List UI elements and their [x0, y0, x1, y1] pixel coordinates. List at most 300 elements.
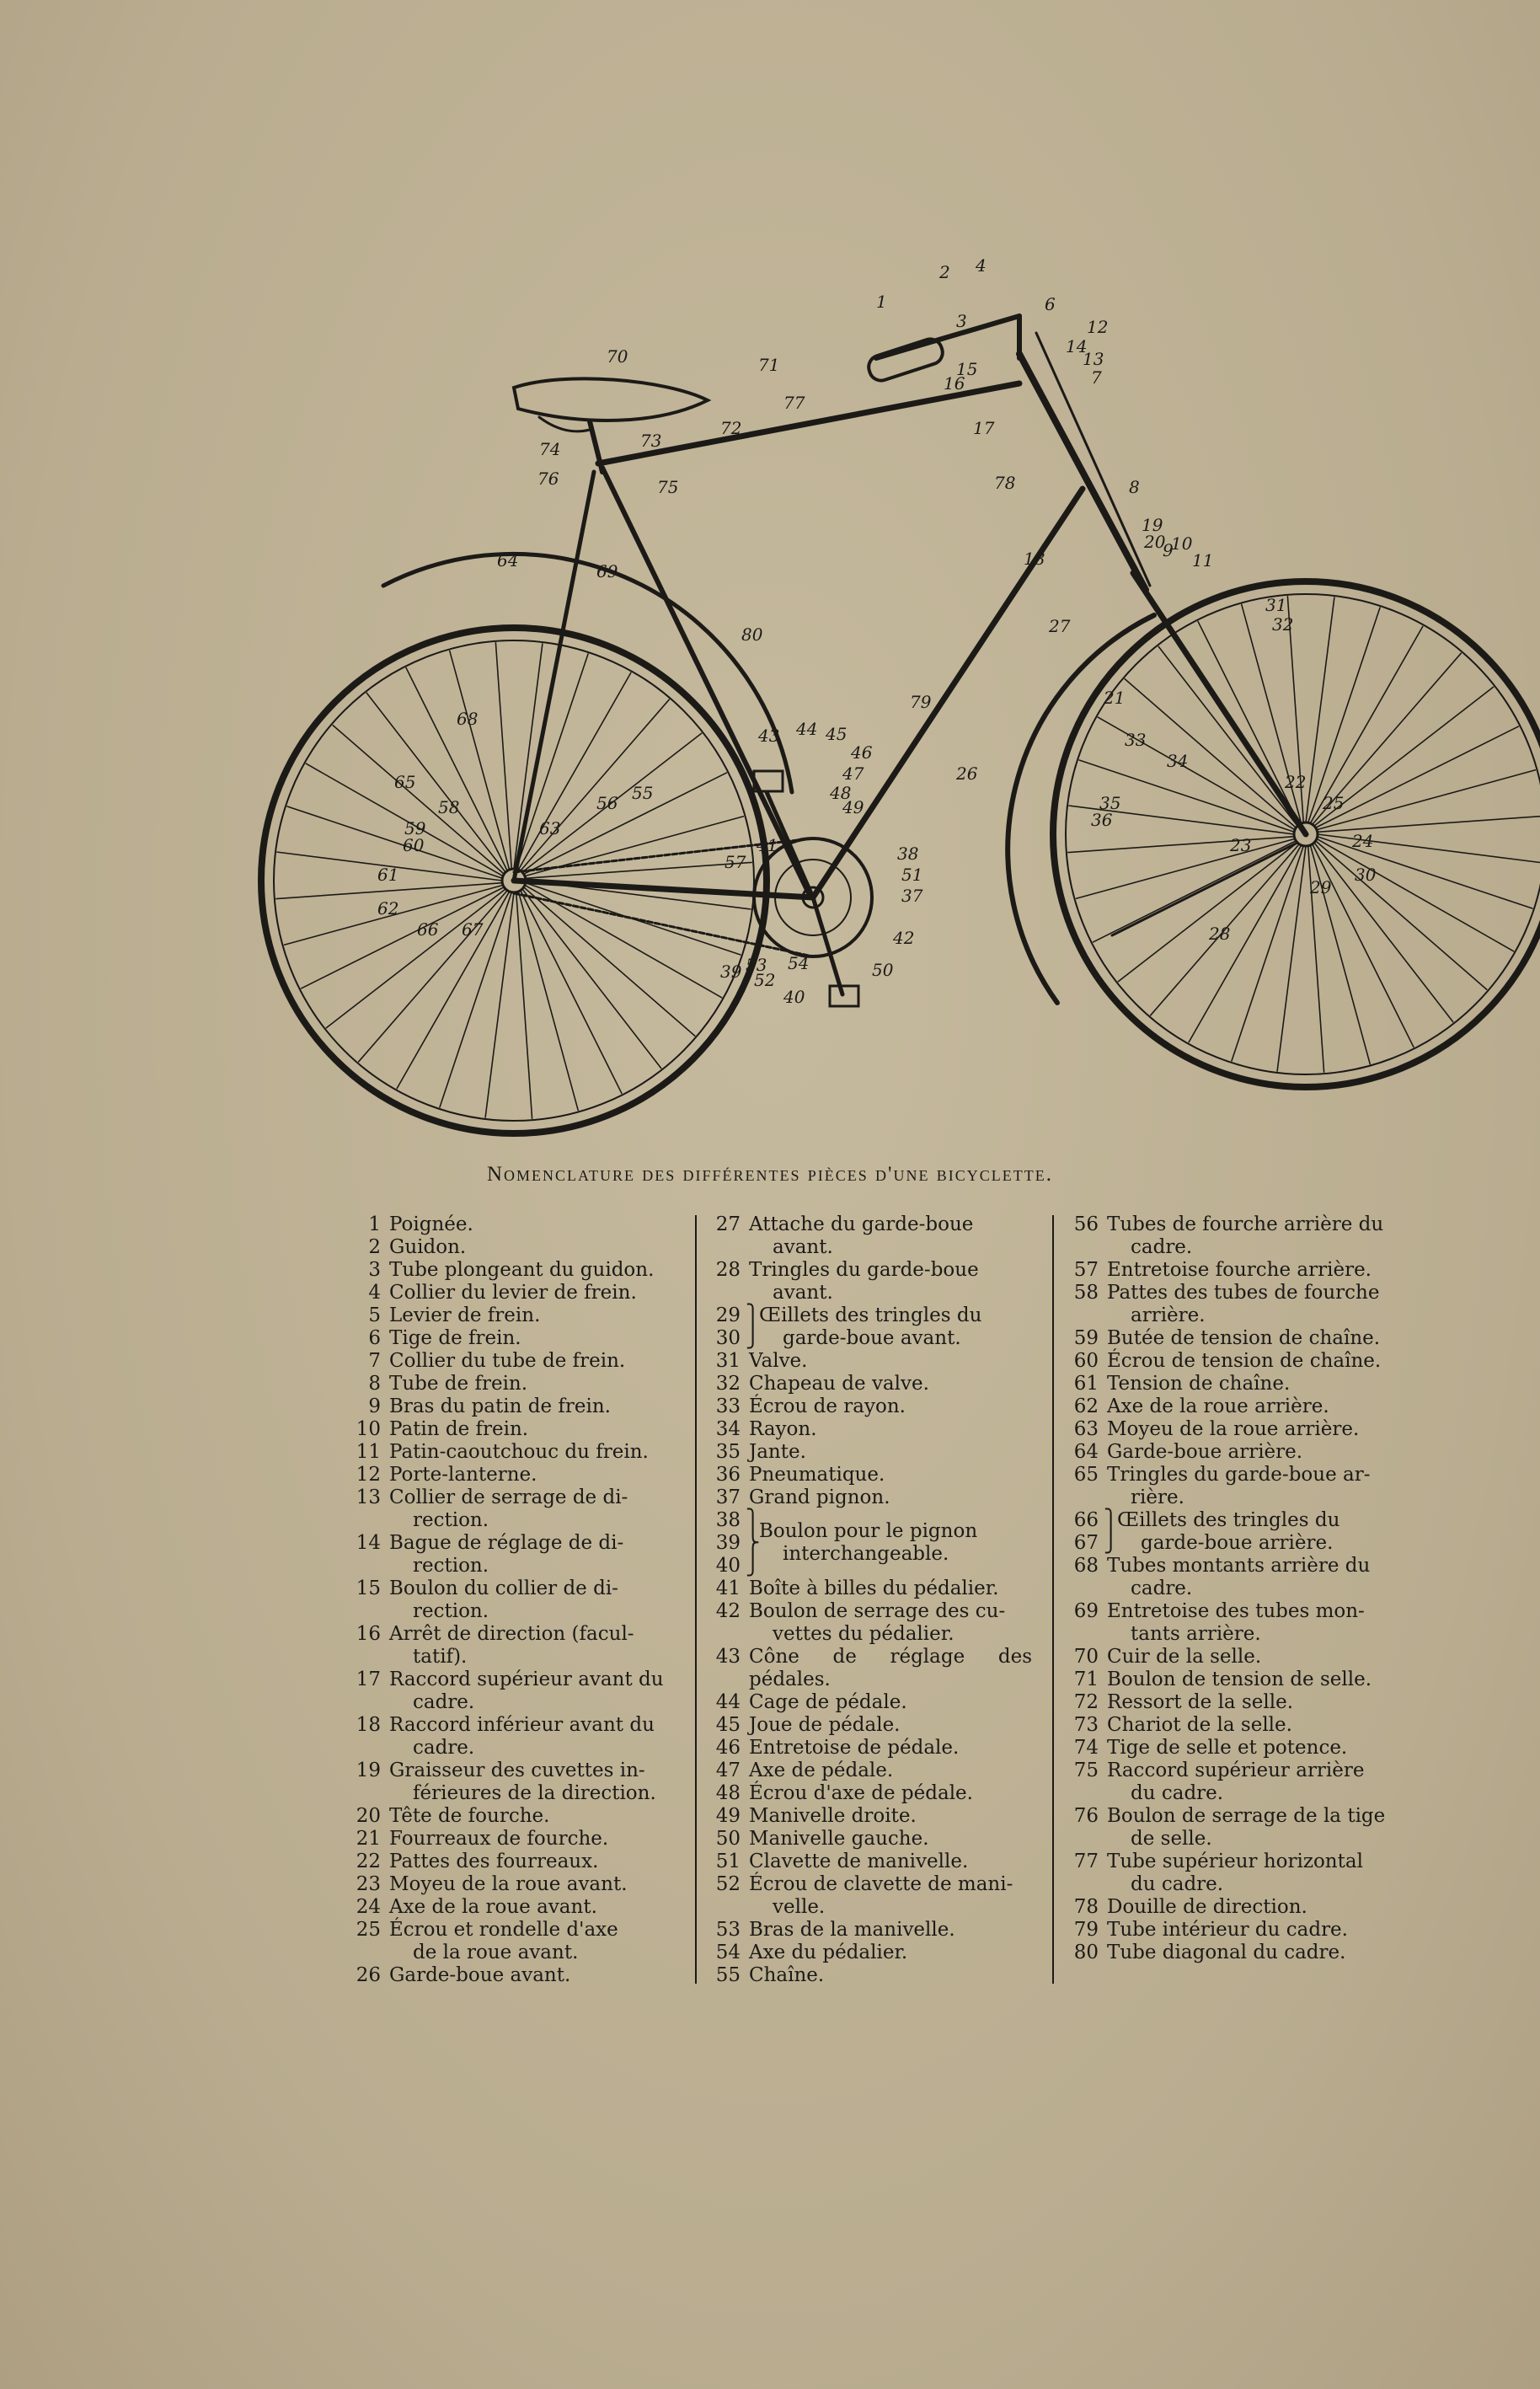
legend-item: [1070, 1919, 1403, 1942]
legend-item: [1070, 1213, 1403, 1259]
legend-item: [1070, 1418, 1403, 1441]
spoke: [326, 889, 505, 1028]
legend-item: [712, 1828, 1032, 1851]
legend-line-cont: garde-boue arrière.: [1141, 1532, 1334, 1554]
legend-text: [389, 1577, 684, 1623]
part-number-label: 40: [783, 987, 805, 1007]
legend-text: [1107, 1896, 1403, 1919]
legend-numbers: [712, 1304, 746, 1350]
legend-column-3: [1070, 1213, 1403, 1964]
legend-number: 3: [368, 1259, 381, 1281]
part-number-label: 43: [758, 726, 780, 746]
legend-line: Chariot de la selle.: [1107, 1714, 1292, 1736]
part-number-label: 35: [1099, 793, 1121, 813]
part-number-label: 10: [1171, 533, 1193, 554]
part-number-label: 28: [1209, 924, 1231, 944]
legend-item: [1070, 1737, 1403, 1760]
legend-item: [1070, 1714, 1403, 1737]
legend-line: Moyeu de la roue avant.: [389, 1873, 628, 1895]
legend-line-cont: interchangeable.: [783, 1543, 949, 1565]
legend-number: 23: [356, 1873, 381, 1895]
legend-number: 11: [356, 1441, 381, 1463]
legend-text: [1107, 1213, 1403, 1259]
legend-line: Écrou de rayon.: [749, 1395, 906, 1417]
legend-text: [389, 1828, 684, 1851]
legend-line-cont: cadre.: [413, 1691, 475, 1713]
spoke: [1317, 770, 1536, 830]
legend-text: [749, 1919, 1032, 1942]
legend-line: Clavette de manivelle.: [749, 1851, 969, 1872]
legend-line: Boulon de serrage de la tige: [1107, 1805, 1386, 1827]
legend-item: [1070, 1691, 1403, 1714]
part-number-label: 1: [876, 292, 887, 312]
legend-text: [389, 1395, 684, 1418]
top-tube: [598, 383, 1019, 463]
column-divider: [1052, 1215, 1054, 1984]
spoke: [1158, 646, 1297, 826]
bicycle-drawing: [261, 316, 1540, 1133]
legend-line: Boîte à billes du pédalier.: [749, 1577, 999, 1599]
legend-item: [712, 1373, 1032, 1395]
legend-line: Patin de frein.: [389, 1418, 529, 1440]
legend-number: 55: [715, 1964, 741, 1986]
legend-line-cont: rière.: [1131, 1486, 1184, 1508]
part-number-label: 42: [893, 928, 915, 948]
legend-number: 42: [715, 1600, 741, 1622]
legend-line: Tige de frein.: [389, 1327, 521, 1349]
legend-item: [354, 1304, 684, 1327]
legend-line-cont: avant.: [773, 1282, 833, 1304]
legend-line-cont: tants arrière.: [1131, 1623, 1261, 1645]
legend-number: 28: [715, 1259, 741, 1281]
part-number-label: 50: [872, 960, 894, 980]
legend-line: Pneumatique.: [749, 1464, 885, 1486]
legend-group: [712, 1304, 1032, 1350]
legend-item: [712, 1259, 1032, 1304]
legend-line: Collier du tube de frein.: [389, 1350, 626, 1372]
legend-item: [712, 1691, 1032, 1714]
spoke: [276, 883, 502, 899]
part-number-label: 70: [607, 346, 628, 367]
legend-item: [1070, 1600, 1403, 1646]
part-number-label: 49: [842, 797, 864, 817]
legend-number: 19: [356, 1760, 381, 1781]
legend-item: [354, 1259, 684, 1282]
legend-text: [1107, 1669, 1403, 1691]
legend-item: [354, 1532, 684, 1577]
legend-text: [749, 1964, 1032, 1987]
part-number-label: 39: [720, 961, 742, 982]
legend-line: Attache du garde-boue: [749, 1213, 974, 1235]
legend-text: [389, 1486, 684, 1532]
legend-text: [1107, 1919, 1403, 1942]
part-number-label: 7: [1091, 367, 1102, 388]
legend-number: 53: [715, 1919, 741, 1941]
part-number-label: 22: [1285, 772, 1307, 792]
part-number-label: 74: [539, 439, 561, 459]
legend-text: [749, 1714, 1032, 1737]
legend-item: [354, 1486, 684, 1532]
legend-text: [1107, 1646, 1403, 1669]
legend-line-cont: du cadre.: [1131, 1782, 1224, 1804]
legend-number: 40: [715, 1555, 741, 1577]
legend-line: Tringles du garde-boue ar-: [1107, 1464, 1371, 1486]
legend-number: 69: [1073, 1600, 1099, 1622]
part-number-label: 46: [851, 742, 873, 763]
spoke: [1314, 843, 1453, 1022]
legend-text: [389, 1441, 684, 1464]
part-number-label: 78: [994, 473, 1016, 493]
legend-number: 52: [715, 1873, 741, 1895]
legend-text: [1107, 1714, 1403, 1737]
part-number-label: 16: [944, 373, 965, 394]
fork-brace: [1112, 843, 1297, 935]
legend-item: [712, 1464, 1032, 1486]
legend-item: [1070, 1395, 1403, 1418]
legend-number: 6: [368, 1327, 381, 1349]
spoke: [1068, 837, 1294, 853]
legend-item: [712, 1851, 1032, 1873]
legend-line-cont: garde-boue avant.: [783, 1327, 961, 1349]
legend-text: [749, 1942, 1032, 1964]
legend-text: [389, 1304, 684, 1327]
part-number-label: 47: [842, 763, 864, 784]
legend-line: Cône de réglage des pédales.: [749, 1646, 1032, 1690]
part-number-label: 62: [377, 898, 399, 919]
legend-item: [354, 1577, 684, 1623]
spoke: [526, 862, 751, 878]
legend-text: [1107, 1737, 1403, 1760]
legend-column-1: [354, 1213, 684, 1987]
legend-number: 38: [715, 1509, 741, 1531]
legend-number: 33: [715, 1395, 741, 1417]
legend-item: [712, 1760, 1032, 1782]
legend-number: 30: [715, 1327, 741, 1349]
legend-number: 18: [356, 1714, 381, 1736]
legend-number: 80: [1073, 1942, 1099, 1963]
legend-line: Rayon.: [749, 1418, 817, 1440]
legend-line: Raccord inférieur avant du: [389, 1714, 655, 1736]
legend-line: Jante.: [749, 1441, 806, 1463]
legend-text: [749, 1259, 1032, 1304]
part-number-label: 56: [596, 793, 618, 813]
legend-text: [389, 1896, 684, 1919]
legend-item: [712, 1441, 1032, 1464]
legend-number: 10: [356, 1418, 381, 1440]
legend-line: Pattes des tubes de fourche: [1107, 1282, 1380, 1304]
legend-line-cont: avant.: [773, 1236, 833, 1258]
part-number-label: 23: [1230, 835, 1252, 855]
legend-item: [1070, 1464, 1403, 1509]
legend-item: [712, 1964, 1032, 1987]
legend-line: Moyeu de la roue arrière.: [1107, 1418, 1360, 1440]
part-number-label: 9: [1163, 540, 1174, 560]
legend-line: Patin-caoutchouc du frein.: [389, 1441, 649, 1463]
legend-text: [389, 1964, 684, 1987]
legend-text: [1107, 1691, 1403, 1714]
legend-item: [712, 1600, 1032, 1646]
bicycle-diagram: [371, 253, 1377, 1138]
legend-number: 25: [356, 1919, 381, 1941]
part-number-label: 75: [657, 477, 679, 497]
part-number-label: 13: [1083, 349, 1104, 369]
legend-line: Manivelle gauche.: [749, 1828, 929, 1850]
legend-number: 26: [356, 1964, 381, 1986]
legend-text: [1107, 1942, 1403, 1964]
spoke: [495, 643, 511, 869]
legend-text: [749, 1828, 1032, 1851]
legend-line: Entretoise des tubes mon-: [1107, 1600, 1365, 1622]
legend-line: Grand pignon.: [749, 1486, 890, 1508]
part-number-label: 2: [939, 262, 950, 282]
legend-item: [712, 1942, 1032, 1964]
legend-item: [354, 1805, 684, 1828]
legend-line: Boulon pour le pignon: [759, 1520, 978, 1542]
legend-line: Écrou de clavette de mani-: [749, 1873, 1013, 1895]
legend-number: 21: [356, 1828, 381, 1850]
legend-line: Axe de la roue avant.: [389, 1896, 597, 1918]
legend-number: 13: [356, 1486, 381, 1508]
legend-text: [389, 1282, 684, 1304]
legend-text: [749, 1646, 1032, 1691]
legend-column-2: [712, 1213, 1032, 1987]
legend-text: [749, 1691, 1032, 1714]
legend-item: [712, 1418, 1032, 1441]
part-number-label: 4: [976, 255, 987, 276]
legend-line: Tube plongeant du guidon.: [389, 1259, 655, 1281]
part-number-label: 53: [746, 955, 767, 975]
legend-text: [749, 1600, 1032, 1646]
legend-text: [749, 1805, 1032, 1828]
legend-number: 15: [356, 1577, 381, 1599]
legend-line-cont: vettes du pédalier.: [773, 1623, 954, 1645]
legend-item: [1070, 1327, 1403, 1350]
part-number-label: 31: [1265, 595, 1287, 615]
legend-line: Boulon du collier de di-: [389, 1577, 618, 1599]
part-number-label: 6: [1045, 294, 1056, 314]
legend-item: [712, 1486, 1032, 1509]
legend-number: 24: [356, 1896, 381, 1918]
legend-number: 50: [715, 1828, 741, 1850]
legend-line: Bague de réglage de di-: [389, 1532, 624, 1554]
legend-number: 47: [715, 1760, 741, 1781]
spoke: [521, 891, 622, 1094]
part-number-label: 79: [910, 692, 932, 712]
part-number-label: 63: [539, 818, 561, 838]
spoke: [1118, 843, 1297, 982]
legend-line: Ressort de la selle.: [1107, 1691, 1294, 1713]
legend-line: Entretoise de pédale.: [749, 1737, 960, 1759]
legend-number: 17: [356, 1669, 381, 1690]
legend-line: Raccord supérieur arrière: [1107, 1760, 1365, 1781]
legend-line-cont: velle.: [773, 1896, 826, 1918]
legend-text: [389, 1919, 684, 1964]
part-number-label: 18: [1024, 549, 1045, 569]
part-number-label: 24: [1352, 831, 1374, 851]
legend-line: Boulon de tension de selle.: [1107, 1669, 1372, 1690]
legend-line: Tension de chaîne.: [1107, 1373, 1291, 1395]
part-number-label: 45: [826, 724, 848, 744]
legend-text: [389, 1236, 684, 1259]
spoke: [518, 892, 578, 1111]
legend-item: [712, 1919, 1032, 1942]
legend-text: [749, 1395, 1032, 1418]
legend-number: 77: [1073, 1851, 1099, 1872]
spoke: [1076, 838, 1295, 898]
legend-item: [1070, 1259, 1403, 1282]
legend-number: 14: [356, 1532, 381, 1554]
legend-numbers: [712, 1509, 746, 1577]
part-number-label: 12: [1087, 317, 1109, 337]
legend-text: [759, 1509, 1032, 1577]
legend-number: 35: [715, 1441, 741, 1463]
brace-glyph: ⎫ ⎬ ⎭: [746, 1509, 761, 1577]
legend-text: [749, 1486, 1032, 1509]
legend-item: [1070, 1851, 1403, 1896]
legend-number: 61: [1073, 1373, 1099, 1395]
legend-line: Douille de direction.: [1107, 1896, 1307, 1918]
part-number-label: 58: [438, 797, 460, 817]
saddle: [514, 378, 708, 420]
legend-line-cont: rection.: [413, 1555, 489, 1577]
seat-tube: [602, 468, 809, 893]
legend-item: [1070, 1350, 1403, 1373]
legend-line: Valve.: [749, 1350, 808, 1372]
part-number-label: 67: [462, 919, 484, 940]
legend-number: 8: [368, 1373, 381, 1395]
legend-number: 39: [715, 1532, 741, 1554]
legend-line: Pattes des fourreaux.: [389, 1851, 599, 1872]
legend-item: [1070, 1441, 1403, 1464]
spoke: [1125, 679, 1296, 828]
legend-text: [749, 1350, 1032, 1373]
legend-text: [1107, 1441, 1403, 1464]
part-number-label: 77: [783, 393, 805, 413]
part-number-label: 44: [796, 719, 818, 739]
legend-line: Écrou de tension de chaîne.: [1107, 1350, 1382, 1372]
legend-item: [712, 1714, 1032, 1737]
part-number-label: 36: [1091, 810, 1113, 830]
legend-number: 32: [715, 1373, 741, 1395]
part-number-label: 17: [973, 418, 995, 438]
legend-item: [354, 1441, 684, 1464]
legend-item: [712, 1395, 1032, 1418]
legend-line-cont: du cadre.: [1131, 1873, 1224, 1895]
legend-number: 67: [1073, 1532, 1099, 1554]
legend-item: [354, 1373, 684, 1395]
legend-item: [1070, 1555, 1403, 1600]
part-number-label: 11: [1192, 550, 1214, 570]
legend-number: 75: [1073, 1760, 1099, 1781]
legend-line: Butée de tension de chaîne.: [1107, 1327, 1381, 1349]
legend-line-cont: cadre.: [413, 1737, 475, 1759]
spoke: [1318, 816, 1540, 832]
legend-number: 66: [1073, 1509, 1099, 1531]
legend-number: 31: [715, 1350, 741, 1372]
legend-number: 78: [1073, 1896, 1099, 1918]
brace-glyph: ⎫ ⎭: [1104, 1509, 1119, 1554]
legend-line: Axe du pédalier.: [749, 1942, 908, 1963]
legend-line: Tige de selle et potence.: [1107, 1737, 1348, 1759]
legend-number: 36: [715, 1464, 741, 1486]
part-number-label: 55: [632, 783, 654, 803]
legend-line: Écrou d'axe de pédale.: [749, 1782, 973, 1804]
part-number-label: 54: [788, 953, 810, 973]
legend-number: 2: [368, 1236, 381, 1258]
legend-text: [389, 1669, 684, 1714]
legend-item: [712, 1873, 1032, 1919]
legend-item: [354, 1350, 684, 1373]
part-number-label: 52: [754, 970, 776, 990]
legend-text: [749, 1464, 1032, 1486]
legend-item: [354, 1896, 684, 1919]
legend-line: Tube de frein.: [389, 1373, 528, 1395]
legend-text: [389, 1760, 684, 1805]
legend-item: [1070, 1896, 1403, 1919]
legend-text: [389, 1805, 684, 1828]
brace-glyph: ⎫ ⎭: [746, 1304, 761, 1349]
legend-line-cont: férieures de la direction.: [413, 1782, 656, 1804]
legend-text: [749, 1373, 1032, 1395]
legend-line: Arrêt de direction (facul-: [389, 1623, 634, 1645]
legend-item: [354, 1213, 684, 1236]
legend-line: Collier du levier de frein.: [389, 1282, 637, 1304]
legend-text: [749, 1782, 1032, 1805]
part-number-label: 65: [394, 772, 416, 792]
legend-text: [389, 1418, 684, 1441]
legend-line: Garde-boue arrière.: [1107, 1441, 1303, 1463]
legend-line: Guidon.: [389, 1236, 467, 1258]
part-number-label: 33: [1125, 730, 1147, 750]
legend-line-cont: cadre.: [1131, 1236, 1193, 1258]
legend-line: Tube intérieur du cadre.: [1107, 1919, 1348, 1941]
legend-line: Axe de pédale.: [749, 1760, 894, 1781]
legend-text: [1107, 1600, 1403, 1646]
legend-number: 43: [715, 1646, 741, 1668]
part-number-label: 72: [720, 418, 742, 438]
legend-text: [1107, 1418, 1403, 1441]
legend-line: Tête de fourche.: [389, 1805, 550, 1827]
legend-item: [1070, 1760, 1403, 1805]
legend-line: Bras du patin de frein.: [389, 1395, 611, 1417]
part-number-label: 76: [537, 469, 559, 489]
legend-item: [712, 1646, 1032, 1691]
legend-line: Tube supérieur horizontal: [1107, 1851, 1363, 1872]
legend-number: 7: [368, 1350, 381, 1372]
part-number-label: 38: [897, 844, 919, 864]
part-number-label: 66: [417, 919, 439, 940]
legend-text: [1107, 1464, 1403, 1509]
legend-item: [354, 1236, 684, 1259]
legend-number: 4: [368, 1282, 381, 1304]
legend-line-cont: tatif).: [413, 1646, 468, 1668]
legend-line: Tube diagonal du cadre.: [1107, 1942, 1346, 1963]
crank-left: [813, 897, 842, 994]
legend-text: [749, 1577, 1032, 1600]
legend-line: Écrou et rondelle d'axe: [389, 1919, 618, 1941]
legend-number: 29: [715, 1304, 741, 1326]
legend-text: [749, 1441, 1032, 1464]
legend-line: Levier de frein.: [389, 1304, 541, 1326]
legend-number: 58: [1073, 1282, 1099, 1304]
legend-number: 48: [715, 1782, 741, 1804]
legend-number: 51: [715, 1851, 741, 1872]
legend-line-cont: cadre.: [1131, 1577, 1193, 1599]
legend-line: Œillets des tringles du: [759, 1304, 982, 1326]
legend-number: 5: [368, 1304, 381, 1326]
legend-number: 62: [1073, 1395, 1099, 1417]
legend-line: Tubes de fourche arrière du: [1107, 1213, 1384, 1235]
